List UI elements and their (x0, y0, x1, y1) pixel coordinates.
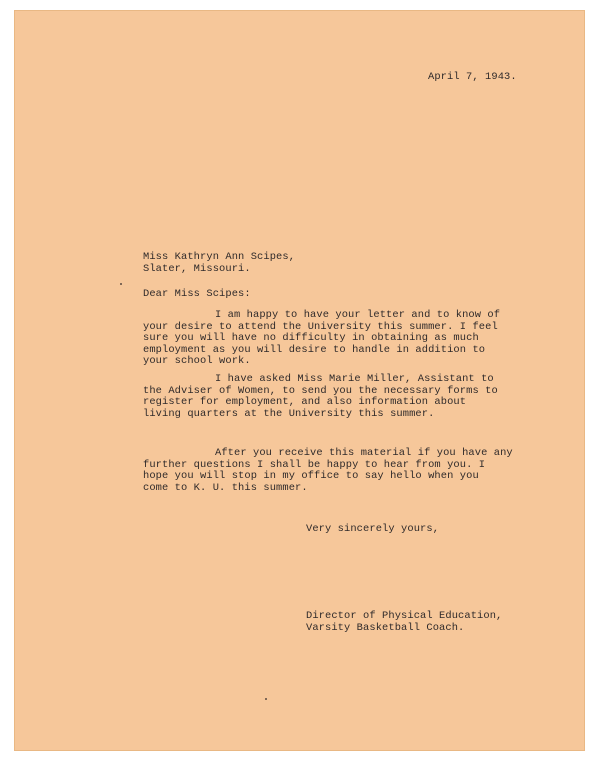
paragraph-line: After you receive this material if you have any (215, 447, 513, 459)
paragraph-line: the Adviser of Women, to send you the necessary forms to (143, 384, 498, 397)
letter-date: April 7, 1943. (428, 71, 517, 83)
paragraph-line: come to K. U. this summer. (143, 481, 308, 494)
paragraph-line: sure you will have no difficulty in obtaining as much (143, 332, 479, 344)
paragraph-line: further questions I shall be happy to hear from you. I (143, 458, 486, 471)
signature-title: Director of Physical Education, (306, 610, 503, 622)
paragraph-line: I have asked Miss Marie Miller, Assistant to (215, 373, 494, 385)
paragraph-line: I am happy to have your letter and to know of (215, 309, 501, 321)
letter-page (14, 10, 585, 751)
salutation: Dear Miss Scipes: (143, 288, 251, 300)
paragraph-line: your desire to attend the University this summer. I feel (143, 320, 498, 333)
paragraph-line: your school work. (143, 355, 251, 367)
paragraph-line: register for employment, and also information about (143, 396, 467, 408)
paper-speck (265, 698, 267, 700)
recipient-location: Slater, Missouri. (143, 262, 251, 275)
paper-speck (120, 283, 122, 285)
recipient-address (143, 252, 295, 275)
body-paragraph-2 (143, 374, 498, 420)
signature-block (306, 611, 502, 634)
signature-role: Varsity Basketball Coach. (306, 621, 465, 634)
recipient-name: Miss Kathryn Ann Scipes, (143, 251, 296, 263)
closing: Very sincerely yours, (306, 523, 440, 535)
paragraph-line: hope you will stop in my office to say hello when you (143, 470, 479, 482)
body-paragraph-1 (143, 310, 500, 368)
paragraph-line: living quarters at the University this summer. (143, 407, 435, 420)
paragraph-line: employment as you will desire to handle in addition to (143, 343, 486, 356)
body-paragraph-3 (143, 448, 513, 494)
